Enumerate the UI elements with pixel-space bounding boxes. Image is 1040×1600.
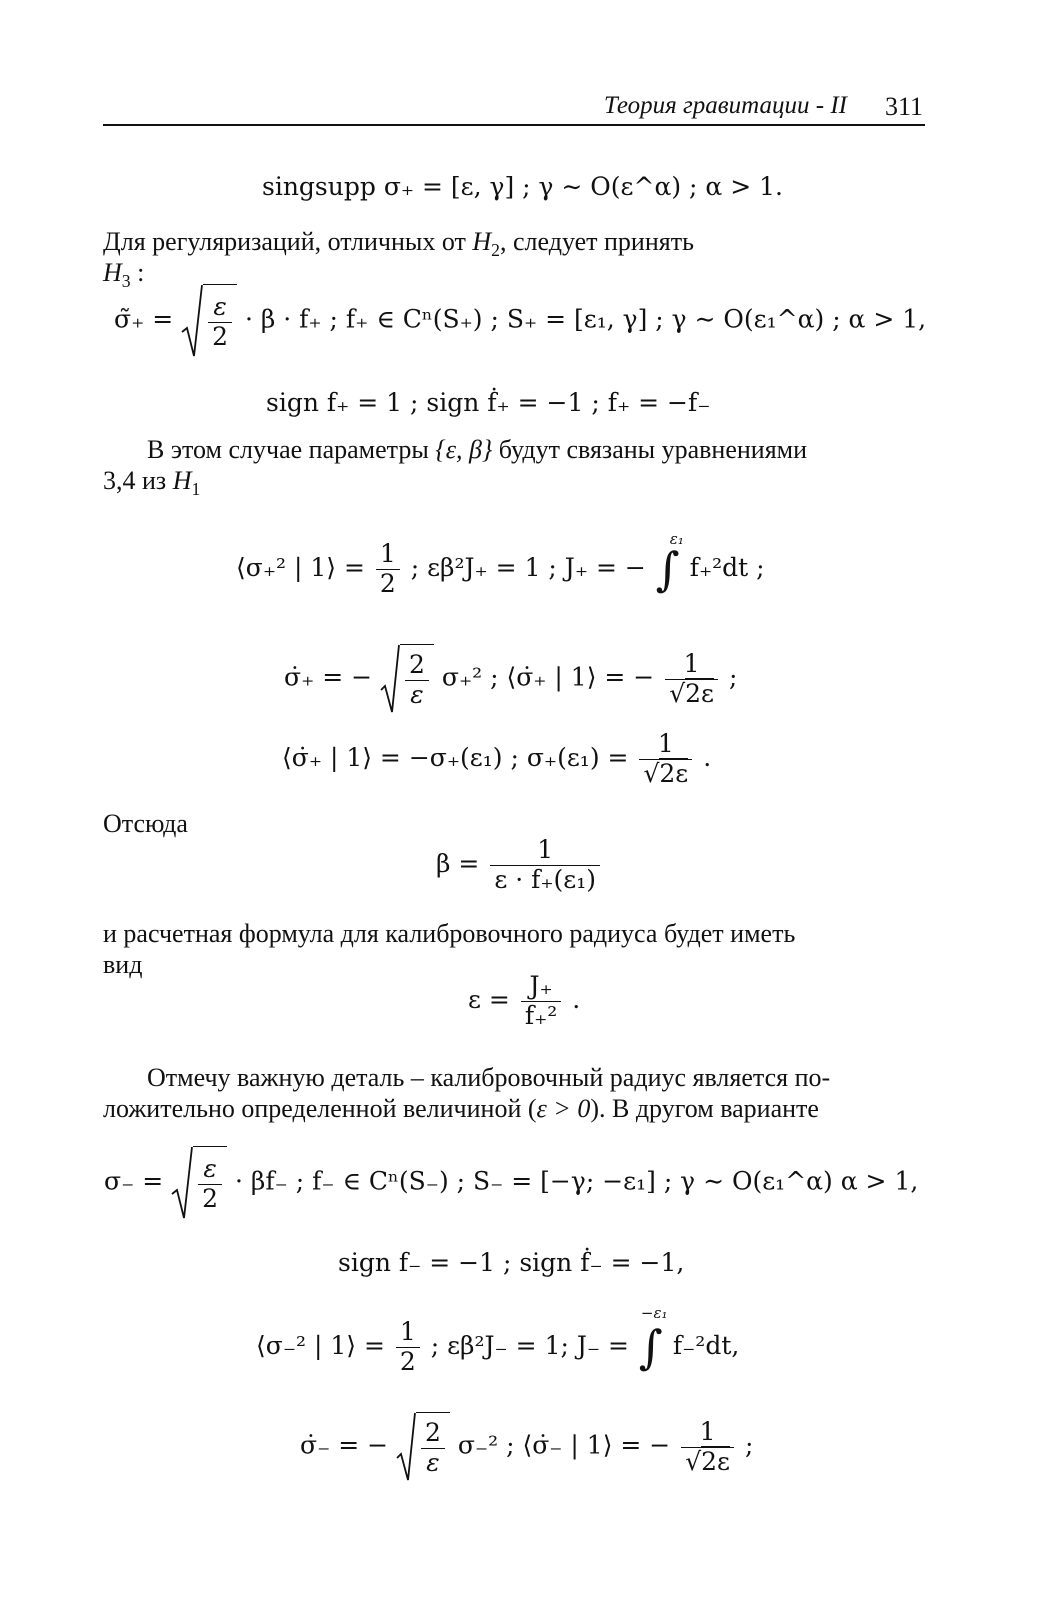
equation-beta: β = $\frac{1}{\text{ε · f₊(ε₁)}}$ xyxy=(436,836,603,895)
sqrt-eps-over-2-minus: $\frac{\varepsilon}{2}$ xyxy=(171,1146,227,1220)
equation-sign-f-plus: sign f₊ = 1 ; sign ḟ₊ = −1 ; f₊ = −f₋ xyxy=(266,388,711,417)
equation-singsupp: singsupp σ₊ = [ε, γ] ; γ ∼ O(ε^α) ; α > 1. xyxy=(262,172,783,201)
sqrt-2-over-eps: $\frac{2}{\varepsilon}$ xyxy=(380,644,434,714)
word-hence: Отсюда xyxy=(103,809,188,838)
equation-sigma-dot-plus: σ̇₊ = − $\frac{2}{\varepsilon}$ σ₊² ; ⟨σ̇₊ | 1⟩ = − $\frac{1}{√2\varepsilon}$ ; xyxy=(284,644,737,714)
equation-norm-sigma-minus: ⟨σ₋² | 1⟩ = $\frac{1}{2}$ ; εβ²J₋ = 1; J₋ = ∫ −ε₁ f₋²dt, xyxy=(256,1304,740,1376)
equation-sigma-minus: σ₋ = $\frac{\varepsilon}{2}$ · βf₋ ; f₋ ∈ Cⁿ(S₋) ; S₋ = [−γ; −ε₁] ; γ ∼ O(ε₁^α) α > 1, xyxy=(104,1146,918,1220)
equation-norm-sigma-plus: ⟨σ₊² | 1⟩ = $\frac{1}{2}$ ; εβ²J₊ = 1 ; J₊ = − ∫ ε₁ f₊²dt ; xyxy=(236,530,765,598)
equation-sigma-dot-minus: σ̇₋ = − $\frac{2}{\varepsilon}$ σ₋² ; ⟨σ̇₋ | 1⟩ = − $\frac{1}{√2\varepsilon}$ ; xyxy=(300,1412,753,1482)
paragraph-note: Отмечу важную деталь – калибровочный радиус является по- ложительно определенной величиной (ε > 0). В другом варианте xyxy=(103,1063,831,1123)
running-title: Теория гравитации - II xyxy=(603,92,847,119)
integral-sign: ∫ ε₁ xyxy=(655,530,684,597)
equation-sigma-tilde-plus: σ̃₊ = $\frac{\varepsilon}{2}$ · β · f₊ ; f₊ ∈ Cⁿ(S₊) ; S₊ = [ε₁, γ] ; γ ∼ O(ε₁^α) ; α > 1, xyxy=(114,284,926,358)
equation-norm-sigma-dot: ⟨σ̇₊ | 1⟩ = −σ₊(ε₁) ; σ₊(ε₁) = $\frac{1}{√2\varepsilon}$ . xyxy=(282,729,712,788)
sqrt-eps-over-2: $\frac{\varepsilon}{2}$ xyxy=(181,284,237,358)
paragraph-regularization: Для регуляризаций, отличных от $H_2$, следует принять $H_3$ : xyxy=(103,227,694,292)
paragraph-formula: и расчетная формула для калибровочного радиуса будет иметь вид xyxy=(103,919,796,979)
equation-epsilon: ε = $\frac{J_+}{\text{f₊²}}$ . xyxy=(468,971,581,1030)
page-number: 311 xyxy=(884,92,923,121)
paragraph-parameters: В этом случае параметры {ε, β} будут связаны уравнениями 3,4 из $H_1$ xyxy=(103,435,808,500)
integral-sign-minus: ∫ −ε₁ xyxy=(638,1304,668,1375)
sqrt-2-over-eps-minus: $\frac{2}{\varepsilon}$ xyxy=(396,1412,450,1482)
equation-sign-f-minus: sign f₋ = −1 ; sign ḟ₋ = −1, xyxy=(338,1248,685,1277)
running-header xyxy=(103,88,925,126)
